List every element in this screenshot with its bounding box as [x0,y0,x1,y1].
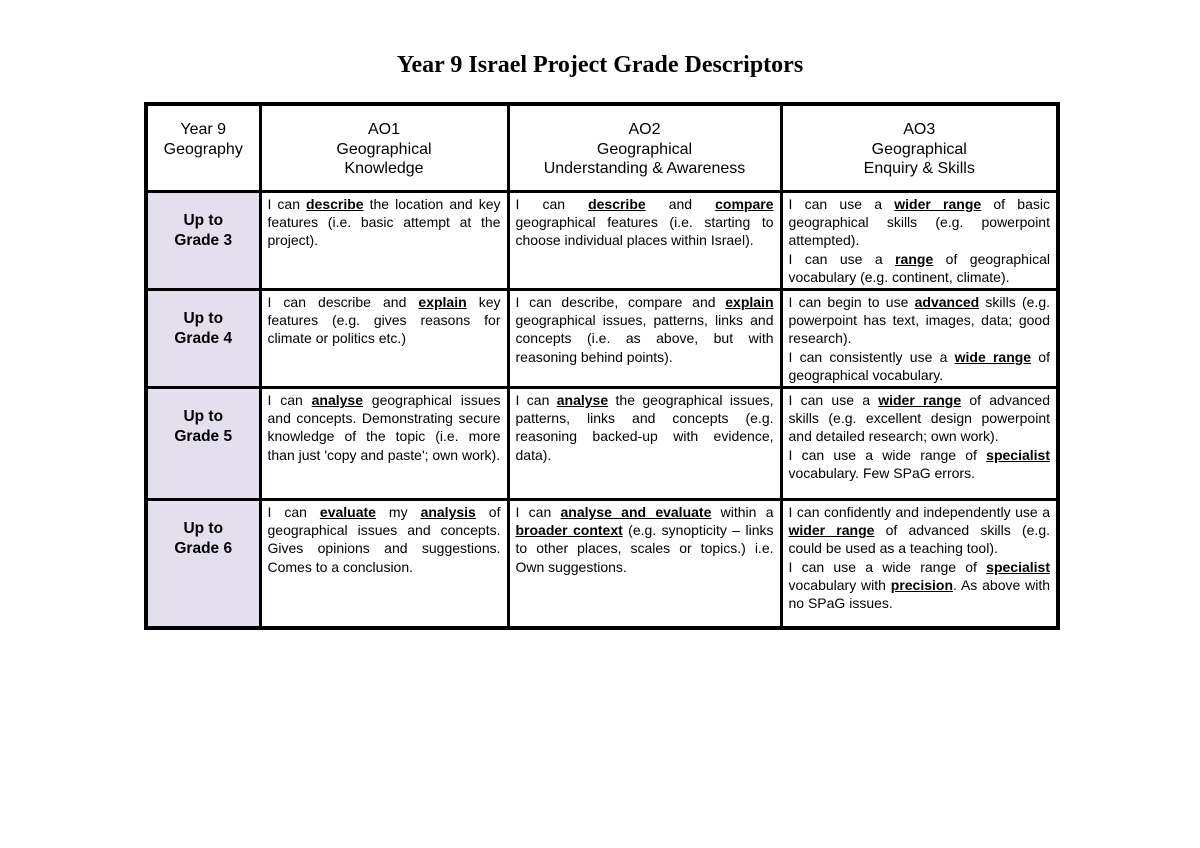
grade-descriptor-table [144,102,1060,630]
cell-text: I can [267,392,312,409]
cell-text: I can begin to use [788,294,915,311]
cell-text: of geographical vocabulary. [788,348,1050,383]
cell-grade-4-ao2 [508,290,781,388]
keyword: explain [418,294,467,311]
row-label-line1: Up to [183,212,224,229]
cell-grade-5-ao3 [781,388,1058,500]
cell-paragraph [789,348,1051,384]
keyword: wider range [894,196,982,212]
cell-text: the geographical issues, patterns, links and concepts (e.g. reasoning backed-up with evidence, data). [515,392,774,463]
corner-header-line2: Geography [163,140,243,158]
keyword: analysis [420,504,476,521]
cell-grade-6-ao1 [260,500,508,628]
ao2-header [508,104,781,192]
header-row [146,104,1058,192]
ao1-subject: Geographical [336,140,432,158]
cell-text: (e.g. synopticity – links to other places, scales or topics.) i.e. Own suggestions. [515,522,774,575]
row-label-grade-5 [146,388,260,500]
cell-text: of geographical vocabulary (e.g. continent, climate). [788,250,1050,285]
keyword: wider range [788,522,875,539]
cell-grade-4-ao1 [260,290,508,388]
page-title: Year 9 Israel Project Grade Descriptors [396,52,804,78]
keyword: broader context [515,522,623,539]
cell-text: vocabulary with [788,576,891,593]
ao1-header [260,104,508,192]
cell-text: I can describe, compare and [515,294,726,311]
row-label-line2: Grade 4 [174,329,233,347]
cell-grade-5-ao2 [508,388,781,500]
cell-paragraph [789,446,1051,482]
cell-grade-6-ao3 [781,500,1058,628]
cell-text: I can use a [788,196,895,212]
ao3-subject: Geographical [871,140,967,158]
keyword: analyse [311,392,363,409]
cell-grade-4-ao3 [781,290,1058,388]
cell-text: of advanced skills (e.g. could be used as a teaching tool). [788,522,1050,557]
cell-text: I can describe and [267,294,419,311]
cell-paragraph [789,195,1051,250]
keyword: explain [725,294,774,311]
cell-paragraph [789,558,1051,613]
cell-text: key features (e.g. gives reasons for climate or politics etc.) [267,294,501,347]
keyword: specialist [986,558,1050,575]
cell-paragraph [789,503,1051,558]
cell-text: I can [515,196,589,212]
row-label-line2: Grade 6 [174,539,233,557]
row-label-grade-6 [146,500,260,628]
ao2-code: AO2 [628,121,661,138]
cell-text: I can use a wide range of [788,558,987,575]
cell-text: I can confidently and independently use a [788,504,1050,521]
cell-text: my [375,504,421,521]
corner-header-line1: Year 9 [180,121,227,138]
cell-text: of geographical issues and concepts. Gives opinions and suggestions. Comes to a conclusion. [267,504,501,575]
row-label-grade-4 [146,290,260,388]
cell-text: I can [267,504,320,521]
cell-text: skills (e.g. powerpoint has text, images, data; good research). [788,294,1051,347]
keyword: wide range [954,348,1032,365]
cell-text: I can use a [788,250,896,267]
cell-text: geographical features (i.e. starting to choose individual places within Israel). [515,214,774,249]
cell-text: I can use a wide range of [788,446,987,463]
table-row-grade-4 [146,290,1058,388]
table-row-grade-3 [146,192,1058,290]
cell-text: the location and key features (i.e. basic attempt at the project). [267,196,501,249]
ao3-title: Enquiry & Skills [863,160,975,177]
cell-text: I can [515,392,557,409]
keyword: analyse and evaluate [560,504,712,521]
keyword: precision [890,576,954,593]
cell-text: I can [267,196,306,212]
keyword: describe [588,196,646,212]
cell-text: and [645,196,716,212]
keyword: evaluate [319,504,376,521]
row-label-line1: Up to [183,310,224,328]
cell-text: I can [515,504,561,521]
ao1-code: AO1 [367,121,400,138]
ao2-subject: Geographical [596,140,693,158]
row-label-line1: Up to [183,520,224,538]
cell-paragraph [789,293,1051,348]
cell-grade-3-ao1 [260,192,508,290]
cell-text: of basic geographical skills (e.g. powerpoint attempted). [788,196,1050,249]
cell-text: I can consistently use a [788,348,955,365]
cell-grade-3-ao3 [781,192,1058,290]
keyword: wider range [878,392,962,409]
row-label-line1: Up to [183,408,224,426]
keyword: describe [306,196,364,212]
cell-paragraph [789,250,1051,286]
cell-grade-5-ao1 [260,388,508,500]
ao3-header [781,104,1058,192]
corner-header [146,104,260,192]
keyword: analyse [556,392,609,409]
cell-text: I can use a [788,392,879,409]
cell-text: within a [711,504,774,521]
cell-text: . As above with no SPaG issues. [788,576,1050,612]
table-row-grade-6 [146,500,1058,628]
table-row-grade-5 [146,388,1058,500]
ao1-title: Knowledge [344,160,424,177]
keyword: advanced [914,294,980,311]
row-label-line2: Grade 3 [174,231,233,249]
cell-text: vocabulary. Few SPaG errors. [788,464,975,481]
row-label-line2: Grade 5 [174,427,233,445]
keyword: compare [715,196,774,212]
cell-text: geographical issues, patterns, links and concepts (i.e. as above, but with reasoning behind points). [515,312,774,365]
row-label-grade-3 [146,192,260,290]
ao2-title: Understanding & Awareness [543,160,746,177]
keyword: specialist [986,446,1050,463]
cell-text: of advanced skills (e.g. excellent design powerpoint and detailed research; own work). [788,392,1050,445]
cell-text: geographical issues and concepts. Demonstrating secure knowledge of the topic (i.e. more than just 'copy and paste'; own work). [267,392,501,463]
cell-grade-6-ao2 [508,500,781,628]
cell-grade-3-ao2 [508,192,781,290]
keyword: range [895,250,934,267]
cell-paragraph [789,391,1051,446]
ao3-code: AO3 [903,121,936,138]
